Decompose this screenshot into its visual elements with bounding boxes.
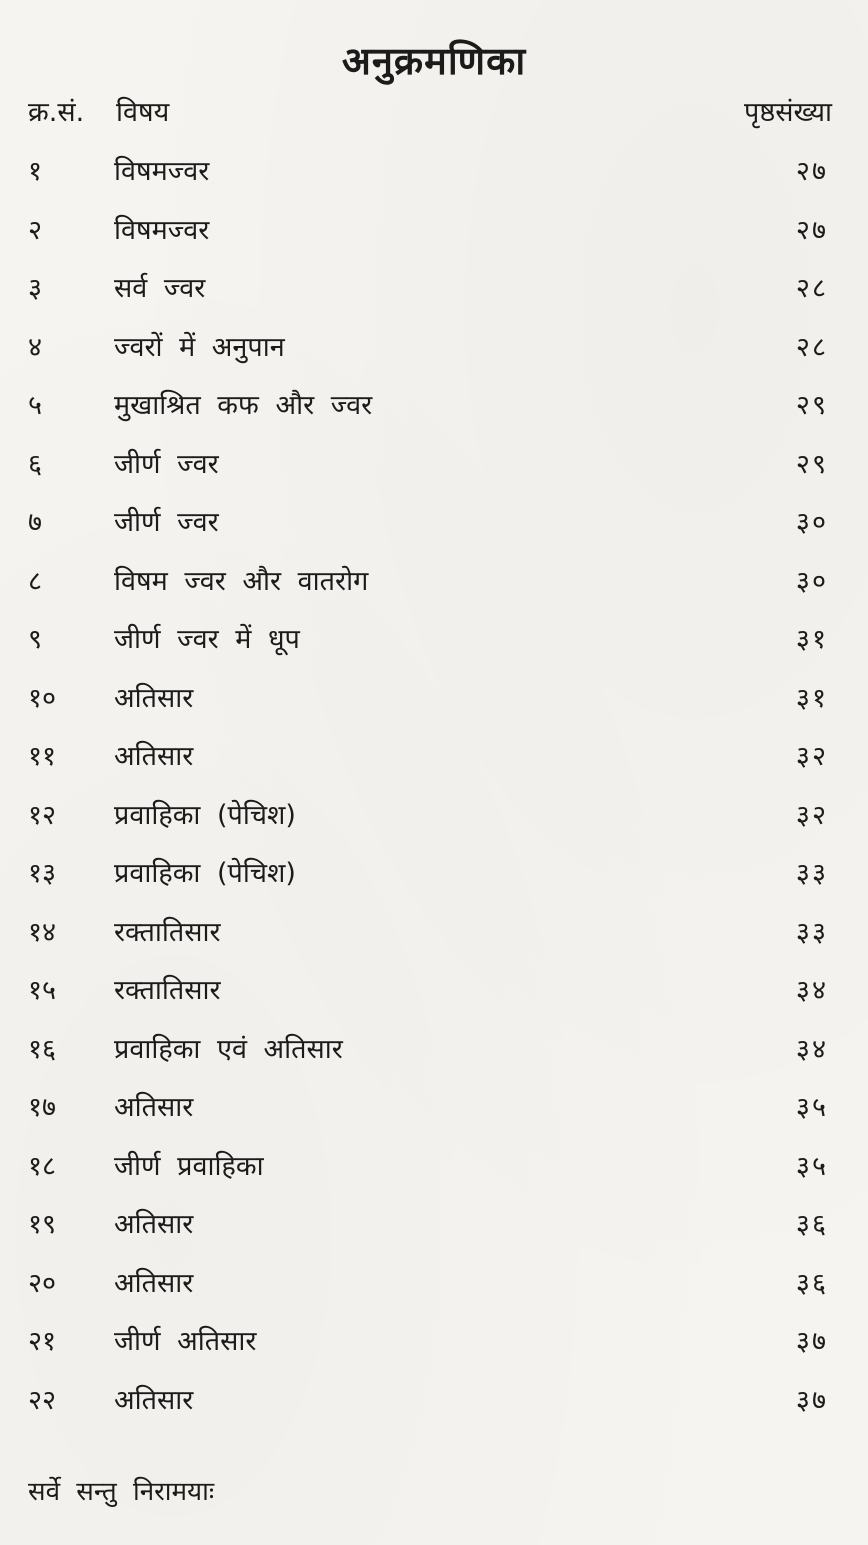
row-number: ११	[28, 741, 57, 772]
row-number: १२	[28, 799, 57, 831]
index-row	[28, 1028, 828, 1087]
index-row	[28, 1320, 828, 1379]
index-row	[28, 1145, 828, 1204]
row-topic: अतिसार	[114, 1267, 194, 1299]
serial-column-header: क्र.सं.	[28, 97, 85, 128]
row-number: २	[28, 214, 43, 246]
row-number: १४	[28, 916, 57, 948]
index-row	[28, 794, 828, 853]
row-page: ३१	[795, 682, 828, 714]
row-page: २९	[795, 448, 828, 480]
row-number: १०	[28, 682, 57, 714]
index-row	[28, 1379, 828, 1438]
index-row	[28, 1086, 828, 1145]
row-number: १९	[28, 1209, 57, 1240]
row-page: ३४	[795, 975, 828, 1006]
row-page: २८	[795, 331, 828, 363]
row-page: ३१	[795, 624, 828, 655]
row-topic: जीर्ण ज्वर	[114, 448, 219, 480]
row-page: २९	[795, 390, 828, 421]
row-page: २७	[795, 156, 828, 187]
row-page: ३०	[795, 507, 828, 538]
row-topic: प्रवाहिका (पेचिश)	[114, 799, 296, 831]
row-number: १६	[28, 1033, 57, 1065]
closing-blessing: सर्वे सन्तु निरामयाः	[28, 1477, 215, 1507]
index-row	[28, 501, 828, 560]
index-row	[28, 560, 828, 619]
row-page: ३५	[795, 1092, 828, 1123]
row-number: २१	[28, 1326, 57, 1357]
index-row	[28, 852, 828, 911]
row-topic: रक्तातिसार	[114, 916, 221, 948]
row-topic: अतिसार	[114, 682, 194, 714]
row-topic: रक्तातिसार	[114, 975, 221, 1006]
row-topic: सर्व ज्वर	[114, 273, 206, 304]
row-topic: प्रवाहिका एवं अतिसार	[114, 1033, 343, 1065]
row-topic: जीर्ण प्रवाहिका	[114, 1150, 264, 1182]
row-topic: अतिसार	[114, 1209, 194, 1240]
row-number: ५	[28, 390, 43, 421]
row-number: ८	[28, 565, 43, 597]
row-topic: विषम ज्वर और वातरोग	[114, 565, 369, 597]
index-row	[28, 911, 828, 970]
row-page: ३२	[795, 741, 828, 772]
row-topic: ज्वरों में अनुपान	[114, 331, 285, 363]
index-row	[28, 1262, 828, 1321]
row-number: १७	[28, 1092, 57, 1123]
row-page: ३४	[795, 1033, 828, 1065]
row-topic: जीर्ण ज्वर में धूप	[114, 624, 300, 655]
row-number: ९	[28, 624, 43, 655]
row-number: १	[28, 156, 43, 187]
row-page: ३६	[795, 1267, 828, 1299]
row-topic: विषमज्वर	[114, 214, 210, 246]
index-row	[28, 735, 828, 794]
row-page: ३५	[795, 1150, 828, 1182]
index-list	[28, 150, 828, 1437]
index-row	[28, 677, 828, 736]
index-row	[28, 150, 828, 209]
row-number: २२	[28, 1384, 57, 1416]
row-topic: प्रवाहिका (पेचिश)	[114, 858, 296, 889]
row-topic: अतिसार	[114, 1384, 194, 1416]
row-page: ३३	[795, 916, 828, 948]
row-page: ३७	[795, 1384, 828, 1416]
row-number: १३	[28, 858, 57, 889]
index-header	[28, 92, 832, 136]
row-topic: अतिसार	[114, 1092, 194, 1123]
index-row	[28, 618, 828, 677]
row-number: १५	[28, 975, 57, 1006]
index-row	[28, 267, 828, 326]
topic-column-header: विषय	[116, 97, 170, 128]
row-page: २८	[795, 273, 828, 304]
row-topic: जीर्ण अतिसार	[114, 1326, 257, 1357]
row-number: १८	[28, 1150, 57, 1182]
row-page: ३७	[795, 1326, 828, 1357]
page-title: अनुक्रमणिका	[341, 39, 527, 83]
index-row	[28, 326, 828, 385]
index-row	[28, 969, 828, 1028]
row-topic: मुखाश्रित कफ और ज्वर	[114, 390, 373, 421]
index-row	[28, 209, 828, 268]
row-number: ४	[28, 331, 43, 363]
row-page: ३२	[795, 799, 828, 831]
row-page: २७	[795, 214, 828, 246]
index-row	[28, 384, 828, 443]
page-column-header: पृष्ठसंख्या	[744, 97, 832, 128]
row-topic: अतिसार	[114, 741, 194, 772]
row-topic: जीर्ण ज्वर	[114, 507, 219, 538]
row-page: ३०	[795, 565, 828, 597]
index-row	[28, 1203, 828, 1262]
row-topic: विषमज्वर	[114, 156, 210, 187]
index-row	[28, 443, 828, 502]
row-page: ३३	[795, 858, 828, 889]
row-number: २०	[28, 1267, 57, 1299]
row-page: ३६	[795, 1209, 828, 1240]
row-number: ६	[28, 448, 43, 480]
row-number: ७	[28, 507, 43, 538]
row-number: ३	[28, 273, 43, 304]
